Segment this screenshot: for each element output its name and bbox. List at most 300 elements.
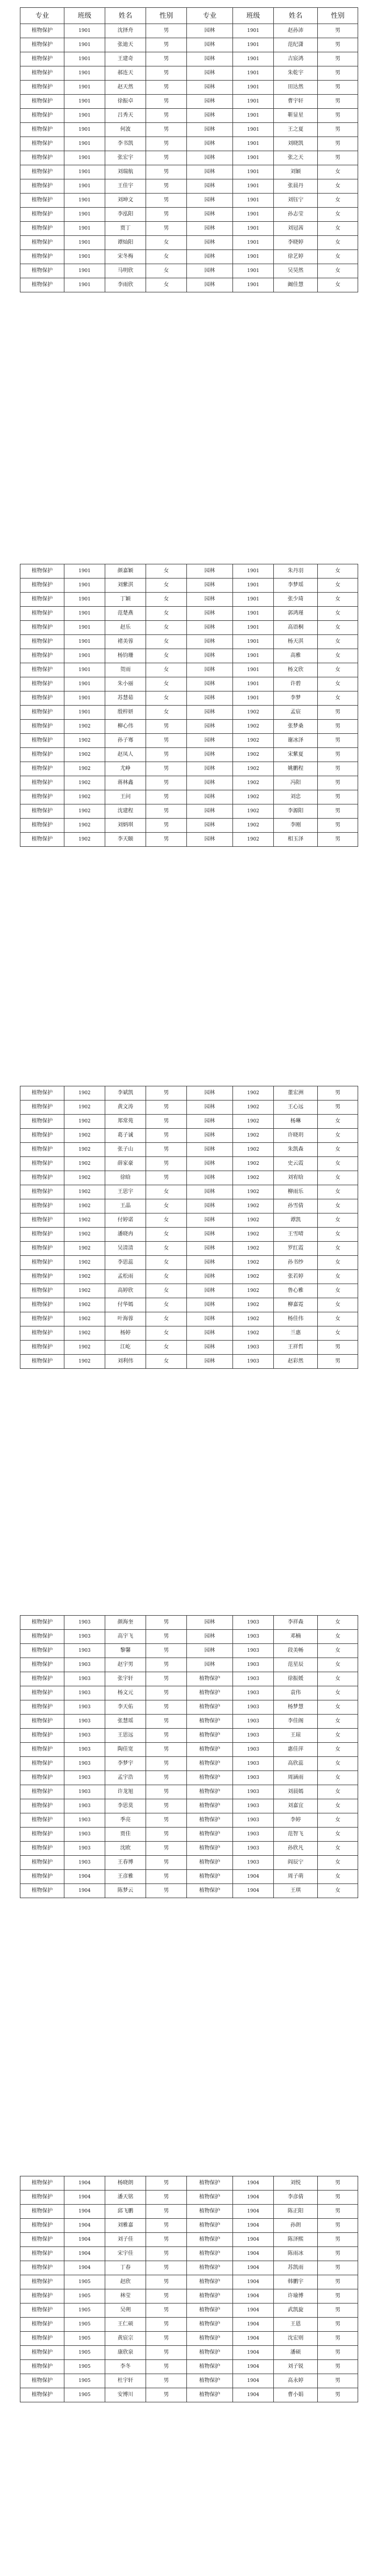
cell-name: 王琼 xyxy=(274,1729,318,1743)
roster-page-3 xyxy=(20,1086,358,1369)
table-row xyxy=(20,1185,358,1199)
cell-major: 植物保护 xyxy=(187,1715,233,1729)
cell-class: 1904 xyxy=(233,2360,274,2374)
cell-name: 张若婷 xyxy=(274,1270,318,1284)
cell-class: 1903 xyxy=(64,1785,105,1799)
cell-gender: 男 xyxy=(146,2332,187,2346)
cell-major: 植物保护 xyxy=(20,1884,64,1898)
cell-gender: 女 xyxy=(318,1870,358,1884)
cell-name: 褚美蓉 xyxy=(105,635,146,649)
header-name: 姓名 xyxy=(105,8,146,24)
table-row xyxy=(20,790,358,804)
cell-major: 植物保护 xyxy=(20,2289,64,2303)
cell-name: 葛子诚 xyxy=(105,1129,146,1143)
cell-name: 李婷 xyxy=(274,1813,318,1828)
cell-name: 张慧瑶 xyxy=(105,1715,146,1729)
table-row xyxy=(20,208,358,222)
table-row xyxy=(20,1856,358,1870)
cell-gender: 女 xyxy=(146,1355,187,1369)
cell-major: 植物保护 xyxy=(20,635,64,649)
cell-name: 吕秀天 xyxy=(105,109,146,123)
cell-class: 1901 xyxy=(64,66,105,81)
cell-name: 贺雨 xyxy=(105,663,146,677)
cell-name: 李彦倩 xyxy=(274,2191,318,2205)
cell-class: 1904 xyxy=(233,2176,274,2191)
cell-gender: 女 xyxy=(146,649,187,663)
cell-major: 植物保护 xyxy=(20,179,64,194)
cell-major: 植物保护 xyxy=(20,52,64,66)
cell-gender: 男 xyxy=(318,2247,358,2261)
table-row xyxy=(20,24,358,38)
cell-major: 植物保护 xyxy=(20,691,64,706)
cell-major: 植物保护 xyxy=(187,1828,233,1842)
cell-major: 园林 xyxy=(187,663,233,677)
cell-name: 江屹 xyxy=(105,1341,146,1355)
cell-class: 1902 xyxy=(233,776,274,790)
cell-major: 园林 xyxy=(187,81,233,95)
cell-class: 1902 xyxy=(64,1326,105,1341)
cell-major: 植物保护 xyxy=(20,1870,64,1884)
cell-gender: 女 xyxy=(318,1185,358,1199)
table-row xyxy=(20,2346,358,2360)
cell-major: 植物保护 xyxy=(20,81,64,95)
table-row xyxy=(20,1086,358,1100)
cell-class: 1904 xyxy=(233,1884,274,1898)
cell-class: 1904 xyxy=(233,2247,274,2261)
cell-name: 孙书纱 xyxy=(274,1256,318,1270)
roster-table xyxy=(20,1086,358,1369)
cell-name: 武凯旋 xyxy=(274,2303,318,2318)
cell-major: 园林 xyxy=(187,24,233,38)
cell-class: 1902 xyxy=(233,790,274,804)
table-row xyxy=(20,1686,358,1700)
cell-name: 惠佳萍 xyxy=(274,1743,318,1757)
cell-gender: 男 xyxy=(146,1828,187,1842)
table-row xyxy=(20,1630,358,1644)
cell-class: 1901 xyxy=(233,222,274,236)
table-row xyxy=(20,1743,358,1757)
cell-class: 1903 xyxy=(233,1630,274,1644)
cell-gender: 女 xyxy=(318,1856,358,1870)
cell-gender: 男 xyxy=(146,222,187,236)
cell-name: 刘瑞航 xyxy=(105,165,146,179)
cell-major: 植物保护 xyxy=(187,2346,233,2360)
cell-class: 1905 xyxy=(64,2374,105,2388)
cell-class: 1901 xyxy=(64,691,105,706)
cell-gender: 女 xyxy=(318,1242,358,1256)
cell-class: 1902 xyxy=(64,1298,105,1312)
cell-name: 孟宸 xyxy=(274,706,318,720)
cell-name: 朱丹羽 xyxy=(274,564,318,578)
table-row xyxy=(20,2332,358,2346)
cell-name: 张迪天 xyxy=(105,38,146,52)
cell-major: 园林 xyxy=(187,66,233,81)
cell-major: 园林 xyxy=(187,677,233,691)
cell-gender: 男 xyxy=(146,1870,187,1884)
cell-name: 史云霞 xyxy=(274,1157,318,1171)
cell-name: 王晶 xyxy=(105,1199,146,1213)
table-row xyxy=(20,1199,358,1213)
cell-class: 1901 xyxy=(64,109,105,123)
cell-class: 1901 xyxy=(64,151,105,165)
cell-major: 植物保护 xyxy=(20,1828,64,1842)
cell-name: 杜宇轩 xyxy=(105,2374,146,2388)
cell-gender: 女 xyxy=(146,264,187,278)
cell-major: 植物保护 xyxy=(187,2176,233,2191)
cell-major: 园林 xyxy=(187,1157,233,1171)
cell-class: 1901 xyxy=(64,222,105,236)
cell-class: 1901 xyxy=(233,81,274,95)
cell-class: 1903 xyxy=(233,1341,274,1355)
cell-major: 植物保护 xyxy=(20,1616,64,1630)
cell-major: 植物保护 xyxy=(20,1298,64,1312)
header-class: 班级 xyxy=(233,8,274,24)
cell-gender: 男 xyxy=(146,1729,187,1743)
cell-gender: 女 xyxy=(318,1284,358,1298)
cell-major: 园林 xyxy=(187,819,233,833)
cell-name: 沈欧 xyxy=(105,1842,146,1856)
cell-name: 朱小丽 xyxy=(105,677,146,691)
cell-class: 1902 xyxy=(64,1256,105,1270)
cell-class: 1903 xyxy=(233,1813,274,1828)
cell-class: 1902 xyxy=(233,1284,274,1298)
cell-class: 1902 xyxy=(233,734,274,748)
table-row xyxy=(20,1326,358,1341)
cell-name: 李晓婷 xyxy=(274,236,318,250)
cell-gender: 男 xyxy=(146,2233,187,2247)
cell-class: 1905 xyxy=(64,2289,105,2303)
cell-gender: 男 xyxy=(146,2205,187,2219)
cell-name: 谭凯 xyxy=(274,1213,318,1228)
cell-gender: 男 xyxy=(146,2318,187,2332)
table-row xyxy=(20,2388,358,2402)
cell-gender: 女 xyxy=(146,1256,187,1270)
cell-major: 园林 xyxy=(187,691,233,706)
cell-class: 1902 xyxy=(233,1256,274,1270)
cell-name: 杨晓朗 xyxy=(105,2176,146,2191)
roster-page-5 xyxy=(20,2176,358,2402)
cell-class: 1903 xyxy=(233,1842,274,1856)
cell-name: 王心远 xyxy=(274,1100,318,1115)
cell-class: 1901 xyxy=(64,278,105,292)
table-row xyxy=(20,194,358,208)
cell-major: 植物保护 xyxy=(20,1658,64,1672)
cell-gender: 女 xyxy=(318,663,358,677)
cell-gender: 女 xyxy=(146,1326,187,1341)
cell-name: 刘颖 xyxy=(274,165,318,179)
cell-gender: 女 xyxy=(318,1729,358,1743)
cell-name: 杨天淇 xyxy=(274,635,318,649)
cell-name: 杨文欣 xyxy=(274,663,318,677)
cell-name: 刘钰宁 xyxy=(274,194,318,208)
cell-class: 1902 xyxy=(233,1242,274,1256)
cell-major: 植物保护 xyxy=(20,278,64,292)
cell-gender: 男 xyxy=(146,762,187,776)
cell-gender: 男 xyxy=(146,1644,187,1658)
cell-class: 1901 xyxy=(233,151,274,165)
cell-class: 1902 xyxy=(233,833,274,847)
cell-gender: 男 xyxy=(146,1813,187,1828)
table-row xyxy=(20,819,358,833)
cell-class: 1904 xyxy=(233,1870,274,1884)
table-row xyxy=(20,578,358,593)
cell-gender: 男 xyxy=(318,109,358,123)
cell-major: 植物保护 xyxy=(20,1129,64,1143)
cell-class: 1902 xyxy=(64,762,105,776)
table-row xyxy=(20,2374,358,2388)
cell-major: 园林 xyxy=(187,1199,233,1213)
cell-class: 1902 xyxy=(64,790,105,804)
cell-gender: 男 xyxy=(146,109,187,123)
cell-gender: 女 xyxy=(318,1757,358,1771)
cell-gender: 女 xyxy=(318,1700,358,1715)
cell-gender: 女 xyxy=(318,1842,358,1856)
cell-gender: 男 xyxy=(146,2247,187,2261)
cell-name: 沈择舟 xyxy=(105,24,146,38)
cell-gender: 男 xyxy=(146,2275,187,2289)
cell-gender: 男 xyxy=(146,208,187,222)
cell-name: 许龙旭 xyxy=(105,1785,146,1799)
cell-class: 1903 xyxy=(64,1757,105,1771)
cell-gender: 男 xyxy=(146,1686,187,1700)
cell-class: 1901 xyxy=(64,24,105,38)
cell-gender: 男 xyxy=(146,151,187,165)
cell-gender: 男 xyxy=(146,2176,187,2191)
cell-major: 园林 xyxy=(187,1284,233,1298)
cell-gender: 男 xyxy=(146,1856,187,1870)
table-row xyxy=(20,1228,358,1242)
cell-name: 郝连天 xyxy=(105,66,146,81)
cell-gender: 男 xyxy=(318,706,358,720)
cell-major: 园林 xyxy=(187,1228,233,1242)
cell-name: 张宇轩 xyxy=(105,1672,146,1686)
cell-name: 赵孙沛 xyxy=(274,24,318,38)
cell-major: 植物保护 xyxy=(187,1686,233,1700)
cell-class: 1903 xyxy=(64,1771,105,1785)
table-row xyxy=(20,1256,358,1270)
cell-class: 1903 xyxy=(64,1672,105,1686)
cell-gender: 女 xyxy=(318,1171,358,1185)
cell-class: 1903 xyxy=(64,1630,105,1644)
cell-major: 园林 xyxy=(187,1326,233,1341)
cell-major: 植物保护 xyxy=(20,66,64,81)
cell-major: 植物保护 xyxy=(20,649,64,663)
table-row xyxy=(20,734,358,748)
cell-gender: 男 xyxy=(146,1757,187,1771)
cell-name: 宋宇佳 xyxy=(105,2247,146,2261)
cell-major: 园林 xyxy=(187,1312,233,1326)
roster-page-1 xyxy=(20,7,358,292)
cell-gender: 男 xyxy=(318,2261,358,2275)
cell-gender: 男 xyxy=(146,2303,187,2318)
cell-class: 1904 xyxy=(233,2303,274,2318)
table-row xyxy=(20,38,358,52)
cell-major: 植物保护 xyxy=(187,2261,233,2275)
table-row xyxy=(20,2191,358,2205)
cell-name: 赵宇男 xyxy=(105,1658,146,1672)
cell-class: 1903 xyxy=(233,1743,274,1757)
cell-gender: 女 xyxy=(318,1312,358,1326)
cell-name: 许晓玥 xyxy=(274,1129,318,1143)
cell-gender: 男 xyxy=(146,95,187,109)
cell-major: 植物保护 xyxy=(20,1341,64,1355)
table-row xyxy=(20,1355,358,1369)
cell-class: 1901 xyxy=(233,621,274,635)
cell-major: 园林 xyxy=(187,635,233,649)
table-row xyxy=(20,95,358,109)
cell-name: 韩鹏宇 xyxy=(274,2275,318,2289)
cell-gender: 男 xyxy=(318,2289,358,2303)
cell-gender: 男 xyxy=(318,2388,358,2402)
cell-name: 许瑜博 xyxy=(274,2289,318,2303)
cell-class: 1902 xyxy=(233,1129,274,1143)
cell-major: 植物保护 xyxy=(20,1743,64,1757)
cell-gender: 男 xyxy=(318,776,358,790)
table-row xyxy=(20,1312,358,1326)
cell-class: 1902 xyxy=(233,1270,274,1284)
cell-class: 1902 xyxy=(233,1199,274,1213)
cell-name: 董宏洲 xyxy=(274,1086,318,1100)
table-row xyxy=(20,1213,358,1228)
cell-major: 植物保护 xyxy=(187,2275,233,2289)
table-row xyxy=(20,2176,358,2191)
cell-name: 王思宇 xyxy=(105,1185,146,1199)
cell-major: 植物保护 xyxy=(20,706,64,720)
cell-major: 植物保护 xyxy=(20,137,64,151)
cell-name: 苏凯雨 xyxy=(274,2261,318,2275)
table-row xyxy=(20,2275,358,2289)
cell-gender: 男 xyxy=(318,1355,358,1369)
cell-gender: 男 xyxy=(318,1086,358,1100)
table-row xyxy=(20,264,358,278)
cell-class: 1902 xyxy=(64,1284,105,1298)
cell-gender: 女 xyxy=(318,1672,358,1686)
cell-class: 1904 xyxy=(64,2176,105,2191)
table-row xyxy=(20,250,358,264)
cell-major: 植物保护 xyxy=(187,2219,233,2233)
cell-major: 植物保护 xyxy=(20,236,64,250)
cell-name: 宋冬梅 xyxy=(105,250,146,264)
cell-name: 高雅 xyxy=(274,649,318,663)
cell-gender: 男 xyxy=(318,24,358,38)
cell-name: 沈宏则 xyxy=(274,2332,318,2346)
cell-class: 1903 xyxy=(233,1715,274,1729)
cell-major: 植物保护 xyxy=(187,1743,233,1757)
cell-gender: 男 xyxy=(318,748,358,762)
cell-class: 1901 xyxy=(64,649,105,663)
cell-name: 张宏宇 xyxy=(105,151,146,165)
cell-major: 植物保护 xyxy=(20,607,64,621)
cell-gender: 男 xyxy=(146,1785,187,1799)
cell-class: 1902 xyxy=(233,706,274,720)
cell-class: 1903 xyxy=(233,1771,274,1785)
cell-major: 植物保护 xyxy=(20,2191,64,2205)
cell-name: 黎馨 xyxy=(105,1644,146,1658)
cell-name: 李思蕊 xyxy=(105,1256,146,1270)
cell-class: 1903 xyxy=(233,1828,274,1842)
cell-class: 1901 xyxy=(64,236,105,250)
cell-gender: 女 xyxy=(318,1828,358,1842)
cell-gender: 男 xyxy=(318,2332,358,2346)
cell-gender: 女 xyxy=(318,194,358,208)
cell-gender: 男 xyxy=(146,1743,187,1757)
cell-class: 1902 xyxy=(64,1086,105,1100)
table-row xyxy=(20,1157,358,1171)
cell-major: 植物保护 xyxy=(20,762,64,776)
cell-major: 植物保护 xyxy=(20,2318,64,2332)
cell-gender: 女 xyxy=(318,1298,358,1312)
cell-major: 植物保护 xyxy=(20,264,64,278)
cell-class: 1903 xyxy=(233,1355,274,1369)
cell-name: 刘子佳 xyxy=(105,2233,146,2247)
cell-name: 孟松雨 xyxy=(105,1270,146,1284)
cell-name: 李刚 xyxy=(274,819,318,833)
cell-name: 相玉泽 xyxy=(274,833,318,847)
cell-gender: 男 xyxy=(146,194,187,208)
cell-class: 1901 xyxy=(233,38,274,52)
table-row xyxy=(20,81,358,95)
cell-gender: 女 xyxy=(146,1341,187,1355)
cell-name: 陈泽熙 xyxy=(274,2233,318,2247)
cell-major: 植物保护 xyxy=(20,748,64,762)
cell-major: 植物保护 xyxy=(20,1242,64,1256)
cell-class: 1904 xyxy=(233,2191,274,2205)
cell-class: 1904 xyxy=(233,2261,274,2275)
cell-major: 园林 xyxy=(187,1658,233,1672)
cell-name: 刘雅嘉 xyxy=(105,2219,146,2233)
cell-name: 丁颖 xyxy=(105,593,146,607)
cell-major: 植物保护 xyxy=(20,1757,64,1771)
cell-gender: 女 xyxy=(318,1785,358,1799)
cell-name: 刘晨嫣 xyxy=(274,1785,318,1799)
cell-gender: 男 xyxy=(146,2346,187,2360)
cell-gender: 男 xyxy=(318,762,358,776)
cell-name: 李思莫 xyxy=(105,1799,146,1813)
cell-class: 1901 xyxy=(64,706,105,720)
cell-class: 1902 xyxy=(64,833,105,847)
cell-major: 园林 xyxy=(187,222,233,236)
table-row xyxy=(20,1828,358,1842)
cell-major: 植物保护 xyxy=(187,1813,233,1828)
roster-table xyxy=(20,7,358,292)
cell-class: 1904 xyxy=(64,1884,105,1898)
cell-name: 赵欣 xyxy=(105,2275,146,2289)
cell-class: 1901 xyxy=(233,564,274,578)
cell-major: 植物保护 xyxy=(20,1199,64,1213)
cell-major: 园林 xyxy=(187,1270,233,1284)
table-row xyxy=(20,748,358,762)
cell-major: 植物保护 xyxy=(20,1785,64,1799)
roster-page-4 xyxy=(20,1615,358,1898)
cell-name: 刘忠 xyxy=(274,790,318,804)
cell-class: 1904 xyxy=(64,2191,105,2205)
cell-name: 李书凯 xyxy=(105,137,146,151)
cell-class: 1901 xyxy=(233,649,274,663)
cell-name: 吴清清 xyxy=(105,1242,146,1256)
header-class: 班级 xyxy=(64,8,105,24)
cell-gender: 男 xyxy=(146,1100,187,1115)
cell-major: 园林 xyxy=(187,123,233,137)
cell-class: 1903 xyxy=(233,1757,274,1771)
cell-class: 1905 xyxy=(64,2332,105,2346)
cell-class: 1902 xyxy=(233,1213,274,1228)
cell-name: 颜海奎 xyxy=(105,1616,146,1630)
cell-gender: 男 xyxy=(146,2289,187,2303)
cell-major: 植物保护 xyxy=(187,1842,233,1856)
table-row xyxy=(20,706,358,720)
cell-name: 徐艺婷 xyxy=(274,250,318,264)
cell-major: 植物保护 xyxy=(187,2303,233,2318)
